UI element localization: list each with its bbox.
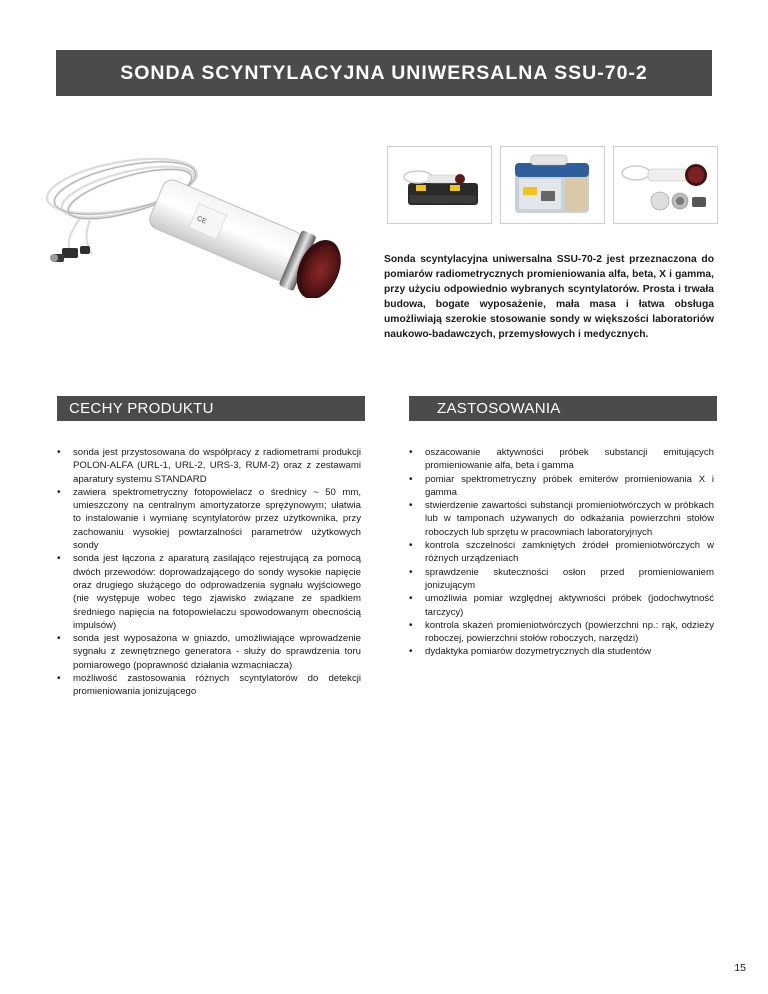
list-item: • sprawdzenie skuteczności osłon przed promieniowaniem jonizującym: [409, 566, 714, 593]
probe-accessories-photo: [613, 146, 718, 224]
list-item: • kontrola skażeń promieniotwórczych (powierzchni np.: rąk, odzieży roboczej, powierzchni stołów roboczych, narzędzi): [409, 619, 714, 646]
page-title: SONDA SCYNTYLACYJNA UNIWERSALNA SSU-70-2: [120, 61, 648, 84]
applications-list: [409, 446, 714, 659]
features-heading-bar: [57, 396, 365, 421]
list-item: • sonda jest przystosowana do współpracy z radiometrami produkcji POLON-ALFA (URL-1, URL-2, URS-3, RUM-2) oraz z zestawami aparatury systemu STANDARD: [57, 446, 361, 486]
svg-text:CE: CE: [195, 215, 208, 226]
probe-in-case-photo: [387, 146, 492, 224]
list-item: • oszacowanie aktywności próbek substancji emitujących promieniowanie alfa, beta i gamma: [409, 446, 714, 473]
intro-paragraph: Sonda scyntylacyjna uniwersalna SSU-70-2 jest przeznaczona do pomiarów radiometrycznych promieniowania alfa, beta, X i gamma, przy użyciu odpowiednio wybranych scyntylatorów. Prosta i trwała budowa, bogate wyposażenie, mała masa i łatwa obsługa umożliwiają szerokie stosowanie sondy w większości laboratoriów naukowo-badawczych, przemysłowych i medycznych.: [384, 254, 714, 340]
features-list: [57, 446, 361, 699]
list-item: • kontrola szczelności zamkniętych źródeł promieniotwórczych w różnych urządzeniach: [409, 539, 714, 566]
scintillation-probe-photo: [40, 148, 370, 298]
applications-heading: ZASTOSOWANIA: [437, 400, 561, 417]
title-bar: [56, 50, 712, 96]
list-item: • zawiera spektrometryczny fotopowielacz o średnicy ~ 50 mm, umieszczony na centralnym amortyzatorze sprężynowym; ułatwia to instalowanie i wymianę scyntylatorów przez użytkownika, przy zachowaniu wysokiej powtarzalności parametrów użytkowych sondy: [57, 486, 361, 552]
list-item: • dydaktyka pomiarów dozymetrycznych dla studentów: [409, 645, 714, 658]
list-item: • stwierdzenie zawartości substancji promieniotwórczych w próbkach lub w tamponach używanych do odkażania powierzchni stołów roboczych lub sprzętu w pracowniach laboratoryjnych: [409, 499, 714, 539]
page-number: 15: [734, 962, 746, 974]
list-item: • sonda jest łączona z aparaturą zasilająco rejestrującą za pomocą dwóch przewodów: doprowadzającego do sondy wysokie napięcie oraz drugiego służącego do odprowadzenia sygnału wyjściowego (nie występuje wobec tego zjawisko związane ze spadkiem średniego napięcia na fotopowielaczu spowodowanym obecnością impulsów): [57, 552, 361, 632]
applications-heading-bar: [409, 396, 717, 421]
equipment-case-photo: [500, 146, 605, 224]
list-item: • sonda jest wyposażona w gniazdo, umożliwiające wprowadzenie sygnału z zewnętrznego generatora - służy do sprawdzenia toru pomiarowego (poprawność działania wzmacniacza): [57, 632, 361, 672]
list-item: • możliwość zastosowania różnych scyntylatorów do detekcji promieniowania jonizującego: [57, 672, 361, 699]
list-item: • umożliwia pomiar względnej aktywności próbek (jodochwytność tarczycy): [409, 592, 714, 619]
list-item: • pomiar spektrometryczny próbek emiterów promieniowania X i gamma: [409, 473, 714, 500]
features-heading: CECHY PRODUKTU: [69, 400, 214, 417]
